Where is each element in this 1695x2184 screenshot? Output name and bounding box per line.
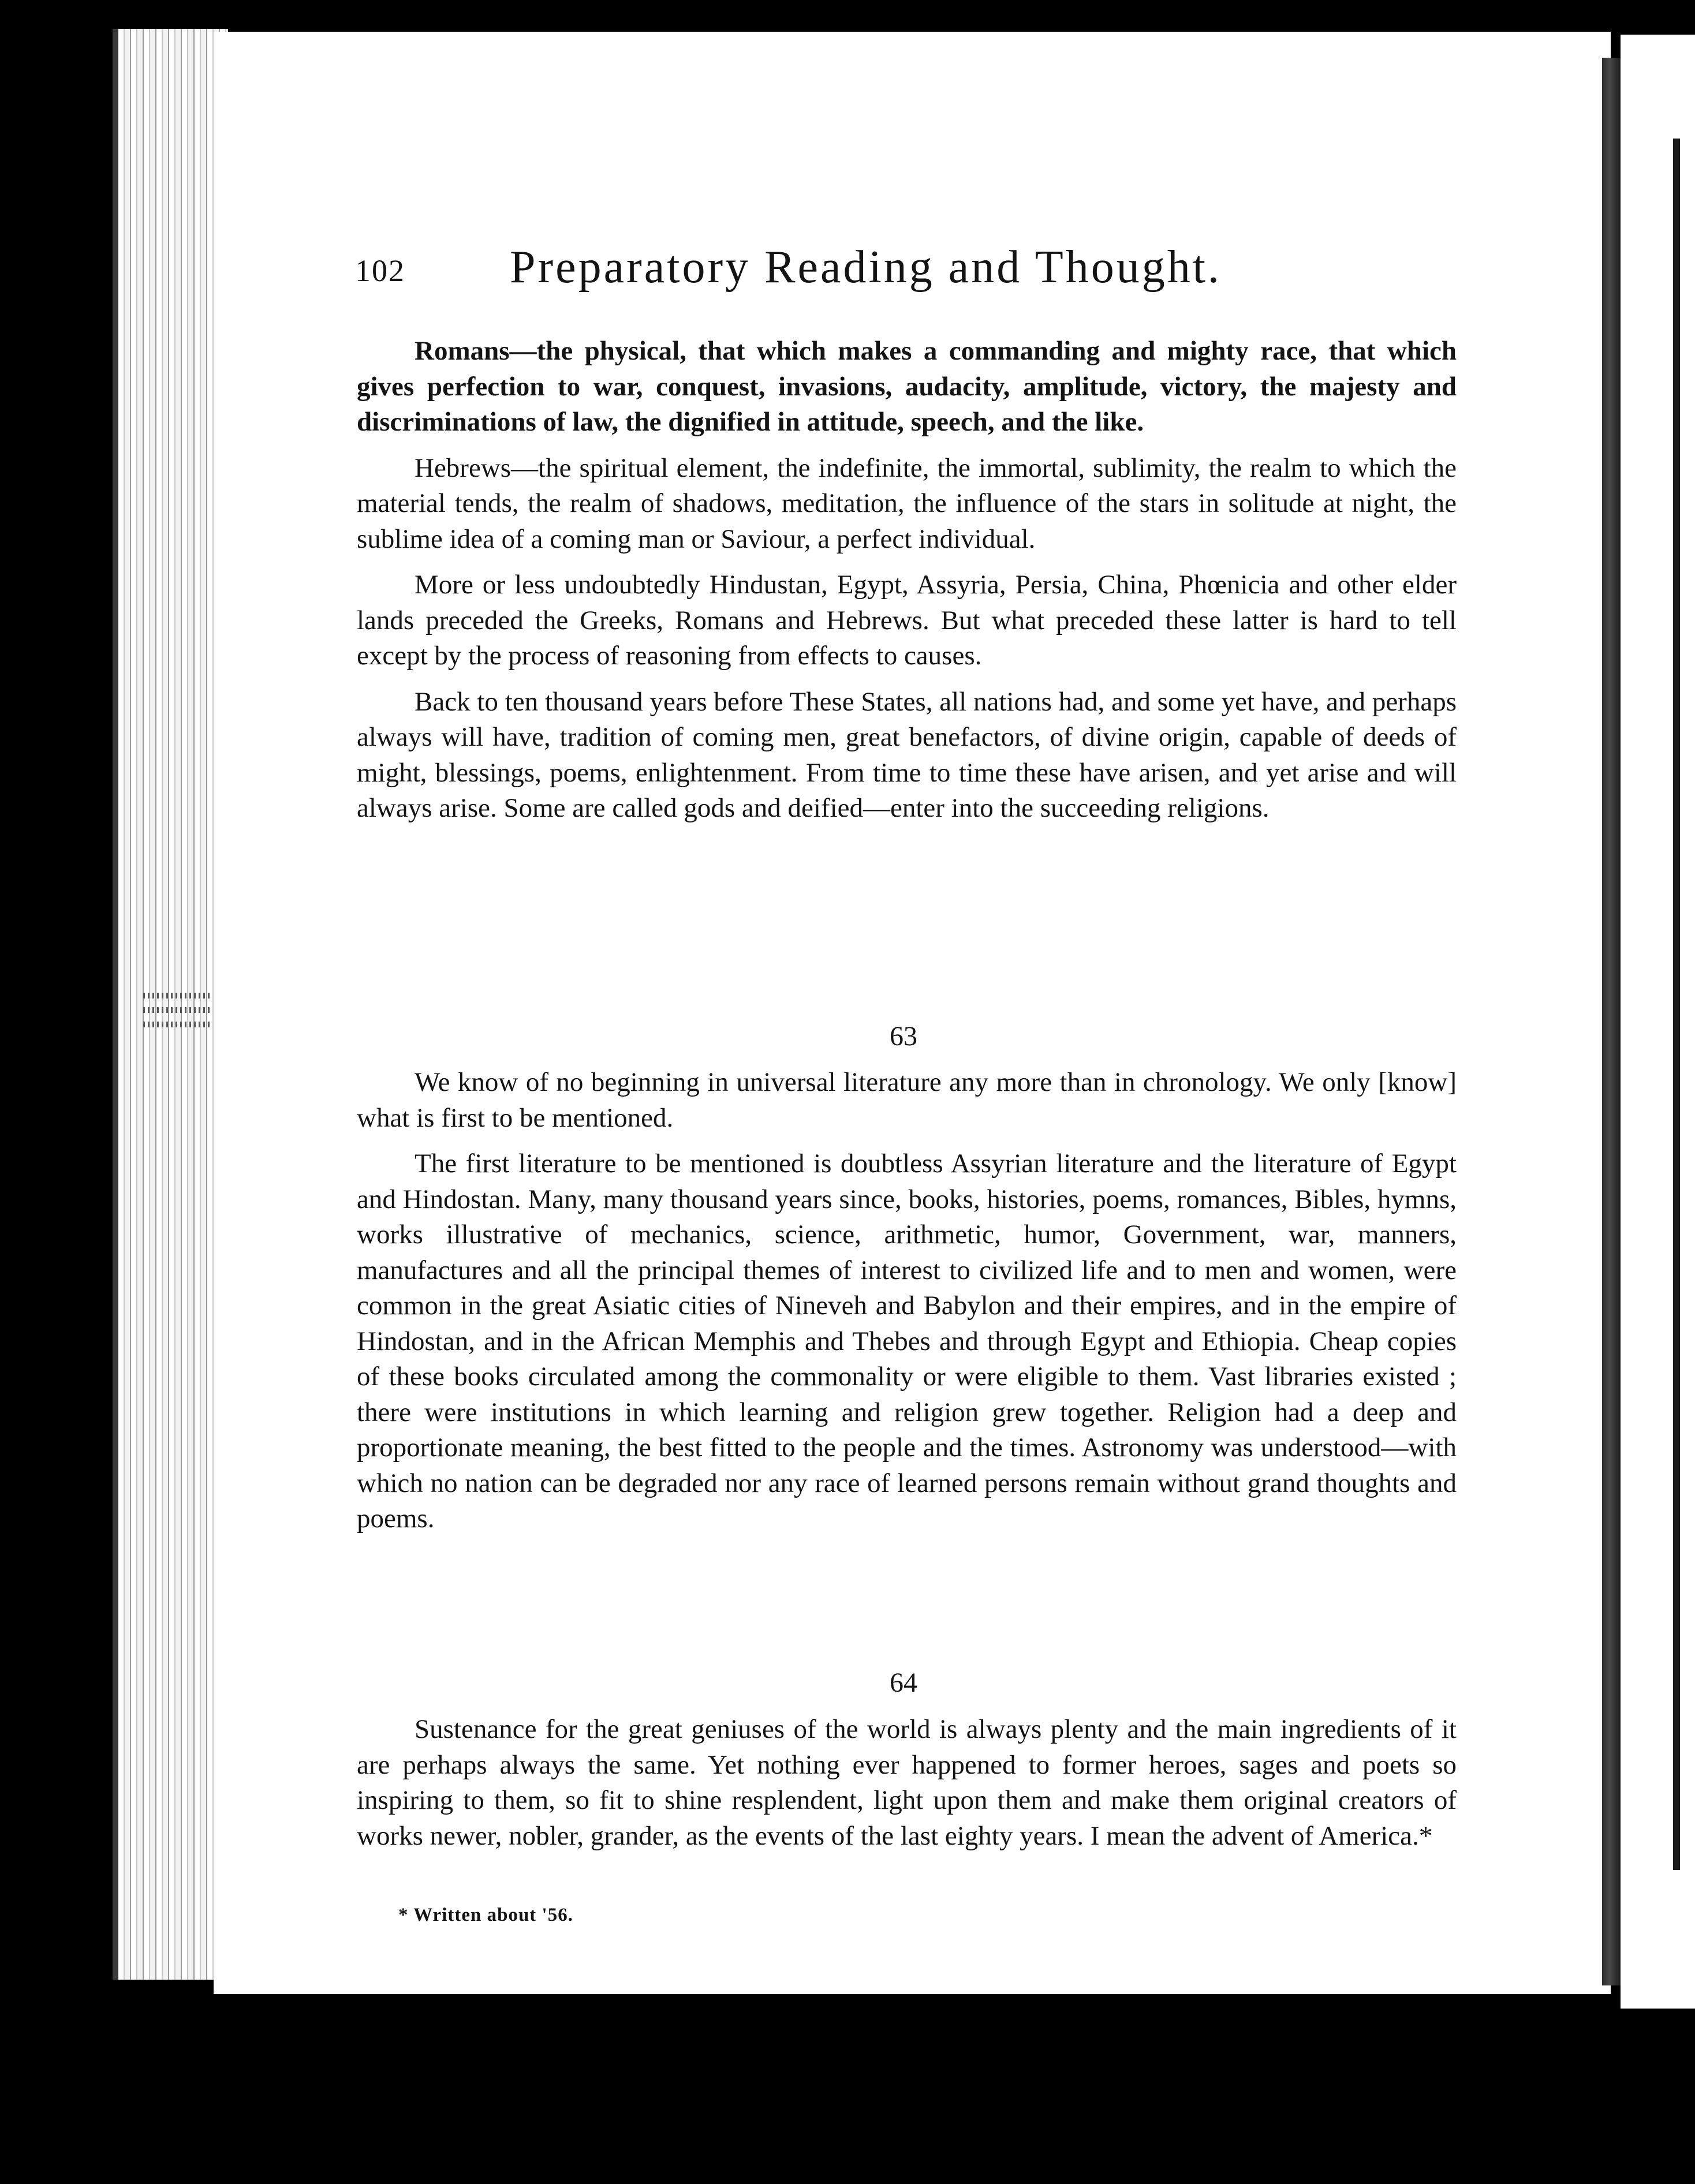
paragraph-elder-lands: More or less undoubtedly Hindustan, Egypt, Assyria, Persia, China, Phœnicia and other elder lands preceded the Greeks, Romans and Hebrews. But what preceded these latter is hard to tell except by the process of reasoning from effects to causes. bbox=[357, 570, 1457, 671]
book-gutter bbox=[1602, 58, 1621, 1985]
paragraph-universal-literature: We know of no beginning in universal literature any more than in chronology. We only [know] what is first to be mentioned. bbox=[357, 1067, 1457, 1133]
facing-page-spine bbox=[1673, 139, 1680, 1870]
binding-mark bbox=[143, 1007, 212, 1013]
running-header bbox=[355, 235, 1325, 305]
footnote: * Written about '56. bbox=[398, 1905, 573, 1925]
paragraph-romans: Romans—the physical, that which makes a commanding and mighty race, that which gives perfection to war, conquest, invasions, audacity, amplitude, victory, the majesty and discriminations of law, the dignified in attitude, speech, and the like. bbox=[357, 336, 1457, 437]
page-edge-binding bbox=[113, 29, 228, 1980]
paragraph-hebrews: Hebrews—the spiritual element, the indefinite, the immortal, sublimity, the realm to which the material tends, the realm of shadows, meditation, the influence of the stars in solitude at night, the sublime idea of a coming man or Saviour, a perfect individual. bbox=[357, 452, 1457, 554]
section-64-text bbox=[357, 1712, 1457, 1864]
section-63-text bbox=[357, 1065, 1457, 1547]
section-number-63: 63 bbox=[890, 1021, 917, 1052]
running-title: Preparatory Reading and Thought. bbox=[510, 242, 1222, 293]
book-page bbox=[214, 32, 1611, 1994]
binding-mark bbox=[143, 993, 212, 998]
paragraph-traditions: Back to ten thousand years before These States, all nations had, and some yet have, and perhaps always will have, tradition of coming men, great benefactors, of divine origin, capable of deeds of might, blessings, poems, enlightenment. From time to time these have arisen, and yet arise and will always arise. Some are called gods and deified—enter into the succeeding religions. bbox=[357, 686, 1457, 823]
page-number: 102 bbox=[355, 253, 405, 288]
binding-mark bbox=[143, 1022, 212, 1027]
intro-text bbox=[357, 334, 1457, 837]
section-number-64: 64 bbox=[890, 1667, 917, 1698]
facing-page-edge bbox=[1621, 35, 1695, 2009]
paragraph-sustenance: Sustenance for the great geniuses of the world is always plenty and the main ingredients of it are perhaps always the same. Yet nothing ever happened to former heroes, sages and poets so inspiring to them, so fit to shine resplendent, light upon them and make them original creators of works newer, nobler, grander, as the events of the last eighty years. I mean the advent of America.* bbox=[357, 1714, 1457, 1851]
paragraph-first-literature: The first literature to be mentioned is doubtless Assyrian literature and the literature of Egypt and Hindostan. Many, many thousand years since, books, histories, poems, romances, Bibles, hymns, works illustrative of mechanics, science, arithmetic, humor, Government, war, manners, manufactures and all the principal themes of interest to civilized life and to men and women, were common in the great Asiatic cities of Nineveh and Babylon and their empires, and in the empire of Hindostan, and in the African Memphis and Thebes and through Egypt and Ethiopia. Cheap copies of these books circulated among the commonality or were eligible to them. Vast libraries existed ; there were institutions in which learning and religion grew together. Religion had a deep and proportionate meaning, the best fitted to the people and the times. Astronomy was understood—with which no nation can be degraded nor any race of learned persons remain without grand thoughts and poems. bbox=[357, 1149, 1457, 1534]
